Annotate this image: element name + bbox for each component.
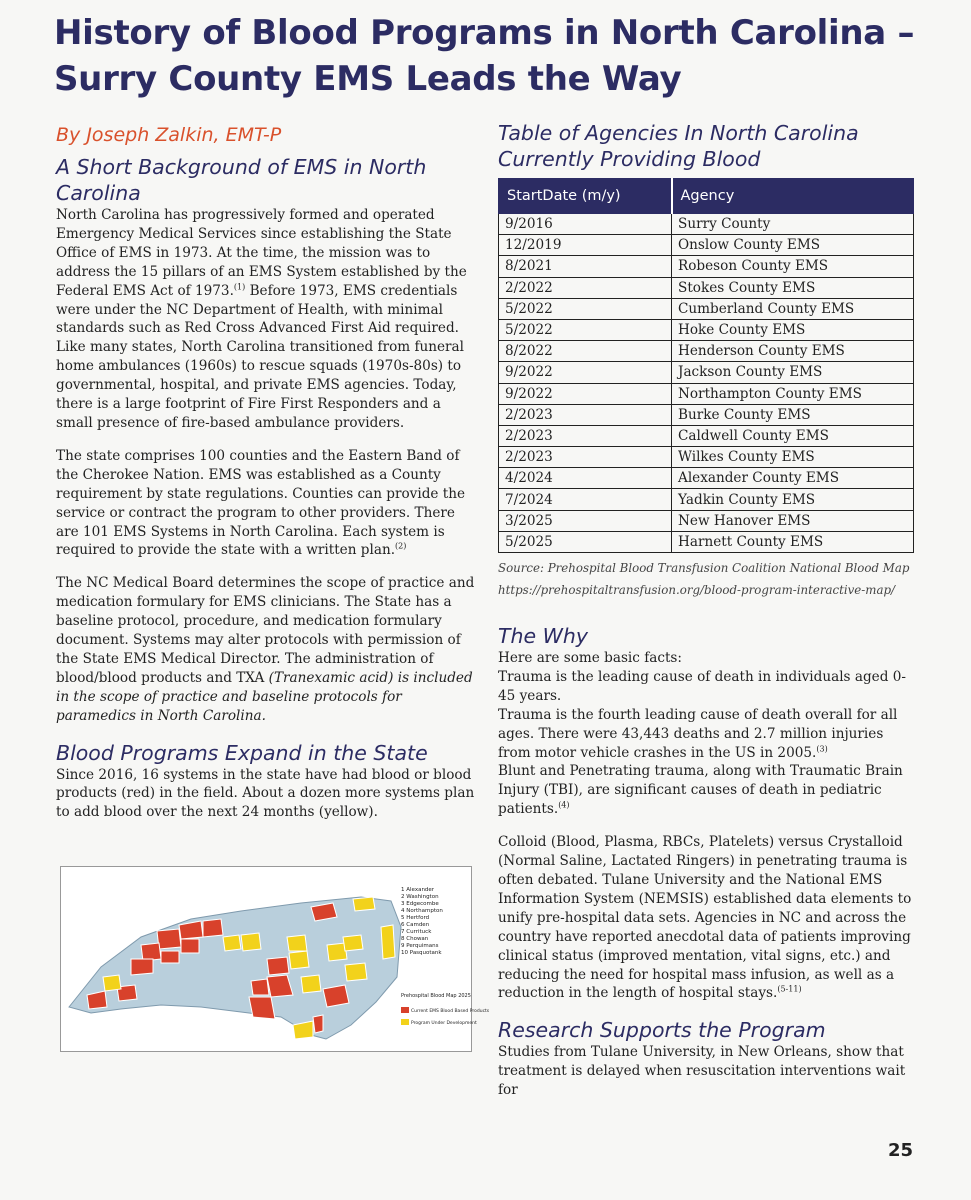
cell-startdate: 2/2022 bbox=[499, 277, 672, 298]
svg-text:6 Camden: 6 Camden bbox=[401, 922, 430, 928]
cell-agency: Cumberland County EMS bbox=[672, 298, 914, 319]
county-gates bbox=[353, 897, 375, 911]
county-onslow bbox=[323, 985, 349, 1007]
county-stokes bbox=[203, 919, 223, 937]
cell-startdate: 2/2023 bbox=[499, 404, 672, 425]
county-johnston bbox=[289, 951, 309, 969]
right-column bbox=[498, 120, 918, 1114]
background-paragraph-1: North Carolina has progressively formed and operated Emergency Medical Services since establishing the State Office of EMS in 1973. At the time, the mission was to address the 15 pillars of an EMS System established by the Federal EMS Act of 1973.$^{(1)}$ Before 1973, EMS credentials were under the NC Department of Health, with minimal standards such as Red Cross Advanced First Aid required. Like many states, North Carolina transitioned from funeral home ambulances (1960s) to rescue squads (1970s-80s) to governmental, hospital, and private EMS agencies. Today, there is a large footprint of Fire First Responders and a small presence of fire-based ambulance providers. bbox=[56, 207, 467, 431]
table-row bbox=[499, 341, 914, 362]
svg-text:1 Alexander: 1 Alexander bbox=[401, 887, 435, 893]
page-title: History of Blood Programs in North Carolina – Surry County EMS Leads the Way bbox=[54, 13, 915, 99]
cell-agency: Harnett County EMS bbox=[672, 531, 914, 552]
county-wake bbox=[287, 935, 307, 951]
map-figure bbox=[61, 867, 490, 1051]
county-caldwell bbox=[141, 943, 161, 961]
table-row bbox=[499, 425, 914, 446]
cell-agency: Yadkin County EMS bbox=[672, 489, 914, 510]
table-heading: Table of Agencies In North Carolina Currently Providing Blood bbox=[498, 121, 859, 171]
county-martin bbox=[343, 935, 363, 951]
county-wilkes bbox=[157, 929, 181, 949]
cell-startdate: 5/2022 bbox=[499, 298, 672, 319]
table-source: Source: Prehospital Blood Transfusion Coalition National Blood Map bbox=[498, 561, 910, 575]
table-row bbox=[499, 235, 914, 256]
cell-agency: Burke County EMS bbox=[672, 404, 914, 425]
cell-startdate: 4/2024 bbox=[499, 468, 672, 489]
table-row bbox=[499, 298, 914, 319]
research-paragraph: Studies from Tulane University, in New Orleans, show that treatment is delayed when resuscitation interventions wait for bbox=[498, 1044, 906, 1099]
cell-startdate: 7/2024 bbox=[499, 489, 672, 510]
county-forsyth bbox=[223, 935, 241, 951]
nc-blood-program-map bbox=[60, 866, 490, 1052]
byline: By Joseph Zalkin, EMT-P bbox=[56, 124, 282, 146]
cell-startdate: 5/2022 bbox=[499, 319, 672, 340]
agencies-table bbox=[498, 178, 914, 553]
why-line-4: Blunt and Penetrating trauma, along with Traumatic Brain Injury (TBI), are significant causes of death in pediatric patients.$^{(4)}$ bbox=[498, 763, 903, 818]
county-dare bbox=[381, 925, 395, 959]
section-heading-background: A Short Background of EMS in North Carolina bbox=[56, 155, 427, 205]
svg-text:10 Pasquotank: 10 Pasquotank bbox=[401, 950, 442, 956]
svg-text:9 Perquimans: 9 Perquimans bbox=[401, 943, 439, 949]
county-guilford bbox=[241, 933, 261, 951]
svg-text:5 Hertford: 5 Hertford bbox=[401, 915, 430, 921]
table-row bbox=[499, 383, 914, 404]
cell-startdate: 3/2025 bbox=[499, 510, 672, 531]
cell-startdate: 2/2023 bbox=[499, 447, 672, 468]
cell-agency: Onslow County EMS bbox=[672, 235, 914, 256]
svg-text:8 Chowan: 8 Chowan bbox=[401, 936, 429, 942]
why-facts bbox=[498, 649, 918, 819]
svg-text:4 Northampton: 4 Northampton bbox=[401, 908, 443, 914]
county-burke bbox=[131, 959, 153, 975]
why-paragraph-2: Colloid (Blood, Plasma, RBCs, Platelets) versus Crystalloid (Normal Saline, Lactated Ringers) in penetrating trauma is often debated. Tulane University and the National EMS Information System (NEMSIS) established data elements to unify pre-hospital data sets. Agencies in NC and across the country have reported anecdotal data of patients improving clinical status (improved mentation, vital signs, etc.) and reducing the need for hospital mass infusion, as well as a reduction in the length of hospital stays.$^{(5-11)}$ bbox=[498, 834, 912, 1002]
table-row bbox=[499, 214, 914, 235]
cell-agency: Surry County bbox=[672, 214, 914, 235]
svg-text:7 Currituck: 7 Currituck bbox=[401, 929, 432, 935]
county-hoke bbox=[251, 979, 269, 995]
section-heading-why: The Why bbox=[498, 624, 589, 648]
cell-agency: Henderson County EMS bbox=[672, 341, 914, 362]
why-line-2: Trauma is the leading cause of death in individuals aged 0-45 years. bbox=[498, 668, 906, 704]
col-header-agency: Agency bbox=[672, 179, 914, 214]
why-line-1: Here are some basic facts: bbox=[498, 650, 682, 666]
table-row bbox=[499, 277, 914, 298]
cell-startdate: 9/2016 bbox=[499, 214, 672, 235]
county-yadkin bbox=[181, 939, 199, 953]
table-row bbox=[499, 531, 914, 552]
cell-startdate: 9/2022 bbox=[499, 362, 672, 383]
cell-agency: Hoke County EMS bbox=[672, 319, 914, 340]
cell-agency: Wilkes County EMS bbox=[672, 447, 914, 468]
cell-agency: New Hanover EMS bbox=[672, 510, 914, 531]
cell-startdate: 2/2023 bbox=[499, 425, 672, 446]
table-row bbox=[499, 489, 914, 510]
table-row bbox=[499, 319, 914, 340]
cell-agency: Alexander County EMS bbox=[672, 468, 914, 489]
table-row bbox=[499, 510, 914, 531]
county-duplin bbox=[301, 975, 321, 993]
cell-startdate: 9/2022 bbox=[499, 383, 672, 404]
cell-agency: Caldwell County EMS bbox=[672, 425, 914, 446]
county-harnett bbox=[267, 957, 289, 975]
cell-agency: Northampton County EMS bbox=[672, 383, 914, 404]
svg-text:3 Edgecombe: 3 Edgecombe bbox=[401, 901, 439, 907]
background-paragraph-2: The state comprises 100 counties and the Eastern Band of the Cherokee Nation. EMS was established as a County requirement by state regulations. Counties can provide the service or contract the program to other providers. There are 101 EMS Systems in North Carolina. Each system is required to provide the state with a written plan.$^{(2)}$ bbox=[56, 447, 466, 559]
svg-text:Program Under Development: Program Under Development bbox=[411, 1021, 477, 1026]
section-heading-expand: Blood Programs Expand in the State bbox=[56, 740, 428, 765]
county-craven bbox=[345, 963, 367, 981]
cell-agency: Stokes County EMS bbox=[672, 277, 914, 298]
table-row bbox=[499, 256, 914, 277]
expand-paragraph: Since 2016, 16 systems in the state have had blood or blood products (red) in the field. About a dozen more systems plan to add blood over the next 24 months (yellow). bbox=[56, 766, 475, 821]
map-legend bbox=[401, 887, 490, 1026]
col-header-startdate: StartDate (m/y) bbox=[499, 179, 672, 214]
cell-startdate: 8/2021 bbox=[499, 256, 672, 277]
cell-startdate: 12/2019 bbox=[499, 235, 672, 256]
svg-text:Current EMS Blood Based Produc: Current EMS Blood Based Products bbox=[411, 1009, 490, 1014]
table-row bbox=[499, 404, 914, 425]
svg-text:2 Washington: 2 Washington bbox=[401, 894, 439, 900]
cell-agency: Jackson County EMS bbox=[672, 362, 914, 383]
table-source-url: https://prehospitaltransfusion.org/blood-program-interactive-map/ bbox=[498, 583, 895, 597]
cell-startdate: 5/2025 bbox=[499, 531, 672, 552]
table-row bbox=[499, 447, 914, 468]
background-paragraph-3: The NC Medical Board determines the scope of practice and medication formulary for EMS clinicians. The State has a baseline protocol, procedure, and medication formulary document. Systems may alter protocols with permission of the State EMS Medical Director. The administration of blood/blood products and TXA (Tranexamic acid) is included in the scope of practice and baseline protocols for paramedics in North Carolina. bbox=[56, 575, 475, 724]
county-robeson bbox=[249, 997, 275, 1019]
cell-agency: Robeson County EMS bbox=[672, 256, 914, 277]
cell-startdate: 8/2022 bbox=[499, 341, 672, 362]
svg-text:Prehospital Blood Map 2025: Prehospital Blood Map 2025 bbox=[401, 993, 471, 999]
table-row bbox=[499, 468, 914, 489]
county-new-hanover bbox=[313, 1015, 323, 1033]
section-heading-research: Research Supports the Program bbox=[498, 1018, 826, 1043]
county-alexander bbox=[161, 951, 179, 963]
table-row bbox=[499, 362, 914, 383]
county-haywood bbox=[103, 975, 121, 991]
left-column bbox=[56, 120, 476, 836]
why-line-3: Trauma is the fourth leading cause of death overall for all ages. There were 43,443 deaths and 2.7 million injuries from motor vehicle crashes in the US in 2005.$^{(3)}$ bbox=[498, 706, 898, 761]
page-number: 25 bbox=[887, 1140, 913, 1161]
